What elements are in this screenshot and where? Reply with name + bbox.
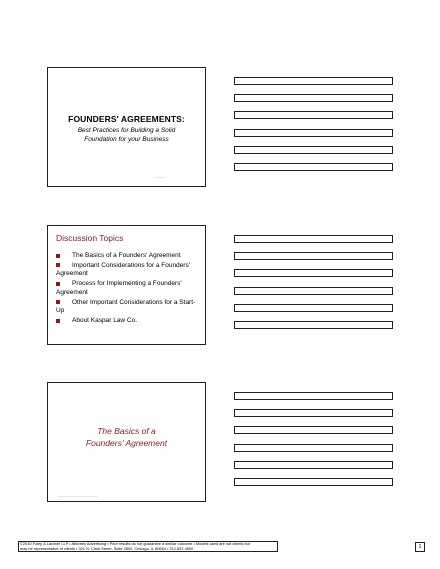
list-item: Important Considerations for a Founders' Agreement bbox=[56, 261, 190, 278]
presentation-title: FOUNDERS' AGREEMENTS: bbox=[68, 114, 185, 124]
title-block bbox=[48, 114, 205, 144]
note-line bbox=[234, 461, 393, 469]
subtitle-line-2: Foundation for your Business bbox=[84, 136, 169, 143]
note-line bbox=[234, 321, 393, 329]
note-line bbox=[234, 478, 393, 486]
bullet-icon bbox=[56, 282, 60, 286]
list-item: Process for Implementing a Founders' Agreement bbox=[56, 280, 182, 296]
note-line bbox=[234, 129, 393, 137]
legal-line-2: may be representative of clients • 321 N. Clark Street, Suite 2800, Chicago, IL 60654 • 312.832.4500 bbox=[20, 545, 194, 551]
note-line bbox=[234, 409, 393, 417]
note-line bbox=[234, 304, 393, 312]
bullet-icon bbox=[56, 300, 60, 304]
slide-heading: Discussion Topics bbox=[56, 233, 124, 243]
list-item: The Basics of a Founders' Agreement bbox=[56, 252, 199, 261]
note-line bbox=[234, 235, 393, 243]
slide-basics bbox=[47, 382, 206, 502]
notes-lines-1 bbox=[234, 77, 393, 180]
note-line bbox=[234, 269, 393, 277]
list-item: About Kaspar Law Co. bbox=[56, 317, 199, 326]
note-line bbox=[234, 444, 393, 452]
notes-lines-2 bbox=[234, 235, 393, 338]
list-item: Other Important Considerations for a Start-Up bbox=[56, 298, 196, 315]
section-title bbox=[48, 425, 205, 449]
note-line bbox=[234, 392, 393, 400]
page-number: 1 bbox=[415, 542, 425, 552]
bullet-icon bbox=[56, 254, 60, 258]
note-line bbox=[234, 252, 393, 260]
legal-disclaimer bbox=[18, 541, 278, 552]
slide-footer-mark bbox=[155, 177, 165, 178]
bullet-icon bbox=[56, 263, 60, 267]
section-title-line-1: The Basics of a bbox=[97, 426, 156, 436]
slide-footer-mark bbox=[58, 496, 98, 497]
slide-title bbox=[47, 67, 206, 187]
note-line bbox=[234, 426, 393, 434]
note-line bbox=[234, 163, 393, 171]
note-line bbox=[234, 111, 393, 119]
note-line bbox=[234, 146, 393, 154]
topics-list bbox=[56, 252, 199, 327]
note-line bbox=[234, 287, 393, 295]
legal-line-1: ©2010 Foley & Lardner LLP • Attorney Advertising • Prior results do not guarantee a similar outcome • Models used are not clients but bbox=[20, 541, 250, 546]
bullet-icon bbox=[56, 319, 60, 323]
subtitle-line-1: Best Practices for Building a Solid bbox=[77, 127, 176, 134]
notes-lines-3 bbox=[234, 392, 393, 495]
section-title-line-2: Founders' Agreement bbox=[85, 438, 168, 448]
note-line bbox=[234, 94, 393, 102]
note-line bbox=[234, 77, 393, 85]
slide-discussion-topics bbox=[47, 225, 206, 345]
